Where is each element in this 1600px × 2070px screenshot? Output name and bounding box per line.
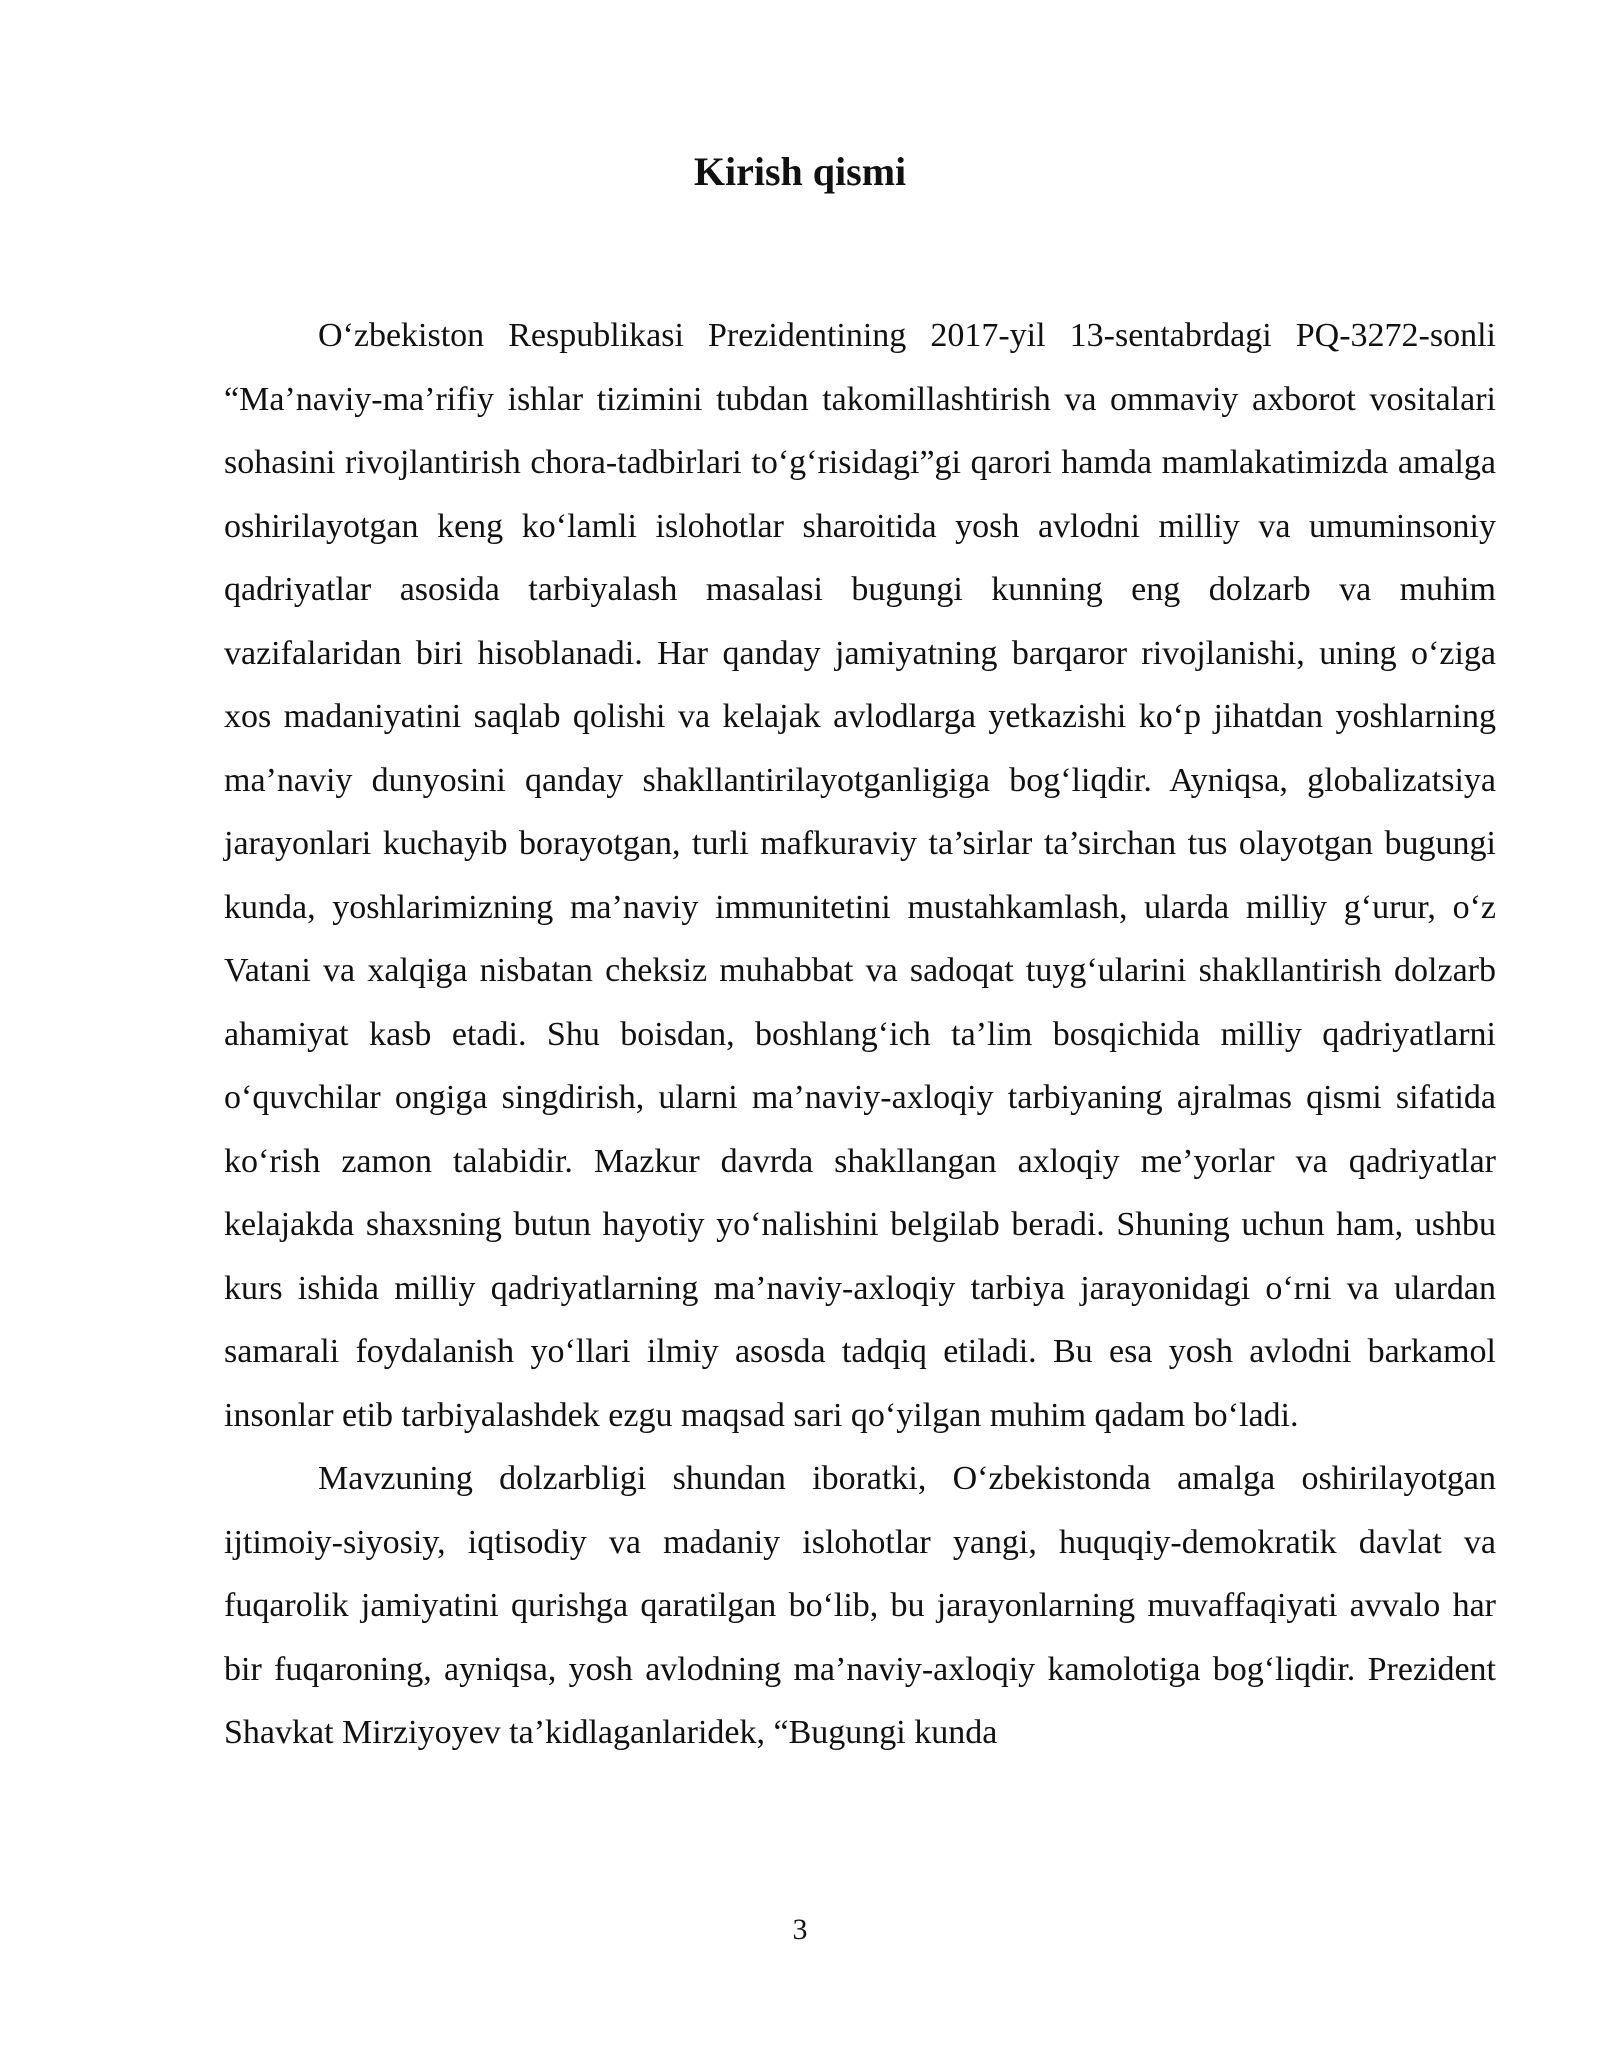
paragraph-introduction: O‘zbekiston Respublikasi Prezidentining 2017-yil 13-sentabrdagi PQ-3272-sonli “Ma’naviy-ma’rifiy ishlar tizimini tubdan takomillashtirish va ommaviy axborot vositalari sohasini rivojlantirish chora-tadbirlari to‘g‘risidagi”gi qarori hamda mamlakatimizda amalga oshirilayotgan keng ko‘lamli islohotlar sharoitida yosh avlodni milliy va umuminsoniy qadriyatlar asosida tarbiyalash masalasi bugungi kunning eng dolzarb va muhim vazifalaridan biri hisoblanadi. Har qanday jamiyatning barqaror rivojlanishi, uning o‘ziga xos madaniyatini saqlab qolishi va kelajak avlodlarga yetkazishi ko‘p jihatdan yoshlarning ma’naviy dunyosini qanday shakllantirilayotganligiga bog‘liqdir. Ayniqsa, globalizatsiya jarayonlari kuchayib borayotgan, turli mafkuraviy ta’sirlar ta’sirchan tus olayotgan bugungi kunda, yoshlarimizning ma’naviy immunitetini mustahkamlash, ularda milliy g‘urur, o‘z Vatani va xalqiga nisbatan cheksiz muhabbat va sadoqat tuyg‘ularini shakllantirish dolzarb ahamiyat kasb etadi. Shu boisdan, boshlang‘ich ta’lim bosqichida milliy qadriyatlarni o‘quvchilar ongiga singdirish, ularni ma’naviy-axloqiy tarbiyaning ajralmas qismi sifatida ko‘rish zamon talabidir. Mazkur davrda shakllangan axloqiy me’yorlar va qadriyatlar kelajakda shaxsning butun hayotiy yo‘nalishini belgilab beradi. Shuning uchun ham, ushbu kurs ishida milliy qadriyatlarning ma’naviy-axloqiy tarbiya jarayonidagi o‘rni va ulardan samarali foydalanish yo‘llari ilmiy asosda tadqiq etiladi. Bu esa yosh avlodni barkamol insonlar etib tarbiyalashdek ezgu maqsad sari qo‘yilgan muhim qadam bo‘ladi. — [224, 317, 1496, 1434]
page-title: Kirish qismi — [693, 149, 907, 194]
page-number: 3 — [792, 1913, 808, 1946]
paragraph-relevance: Mavzuning dolzarbligi shundan iboratki, O‘zbekistonda amalga oshirilayotgan ijtimoiy-siyosiy, iqtisodiy va madaniy islohotlar yangi, huquqiy-demokratik davlat va fuqarolik jamiyatini qurishga qaratilgan bo‘lib, bu jarayonlarning muvaffaqiyati avvalo har bir fuqaroning, ayniqsa, yosh avlodning ma’naviy-axloqiy kamolotiga bog‘liqdir. Prezident Shavkat Mirziyoyev ta’kidlaganlaridek, “Bugungi kunda — [224, 1460, 1496, 1751]
body-text — [224, 304, 1496, 1765]
